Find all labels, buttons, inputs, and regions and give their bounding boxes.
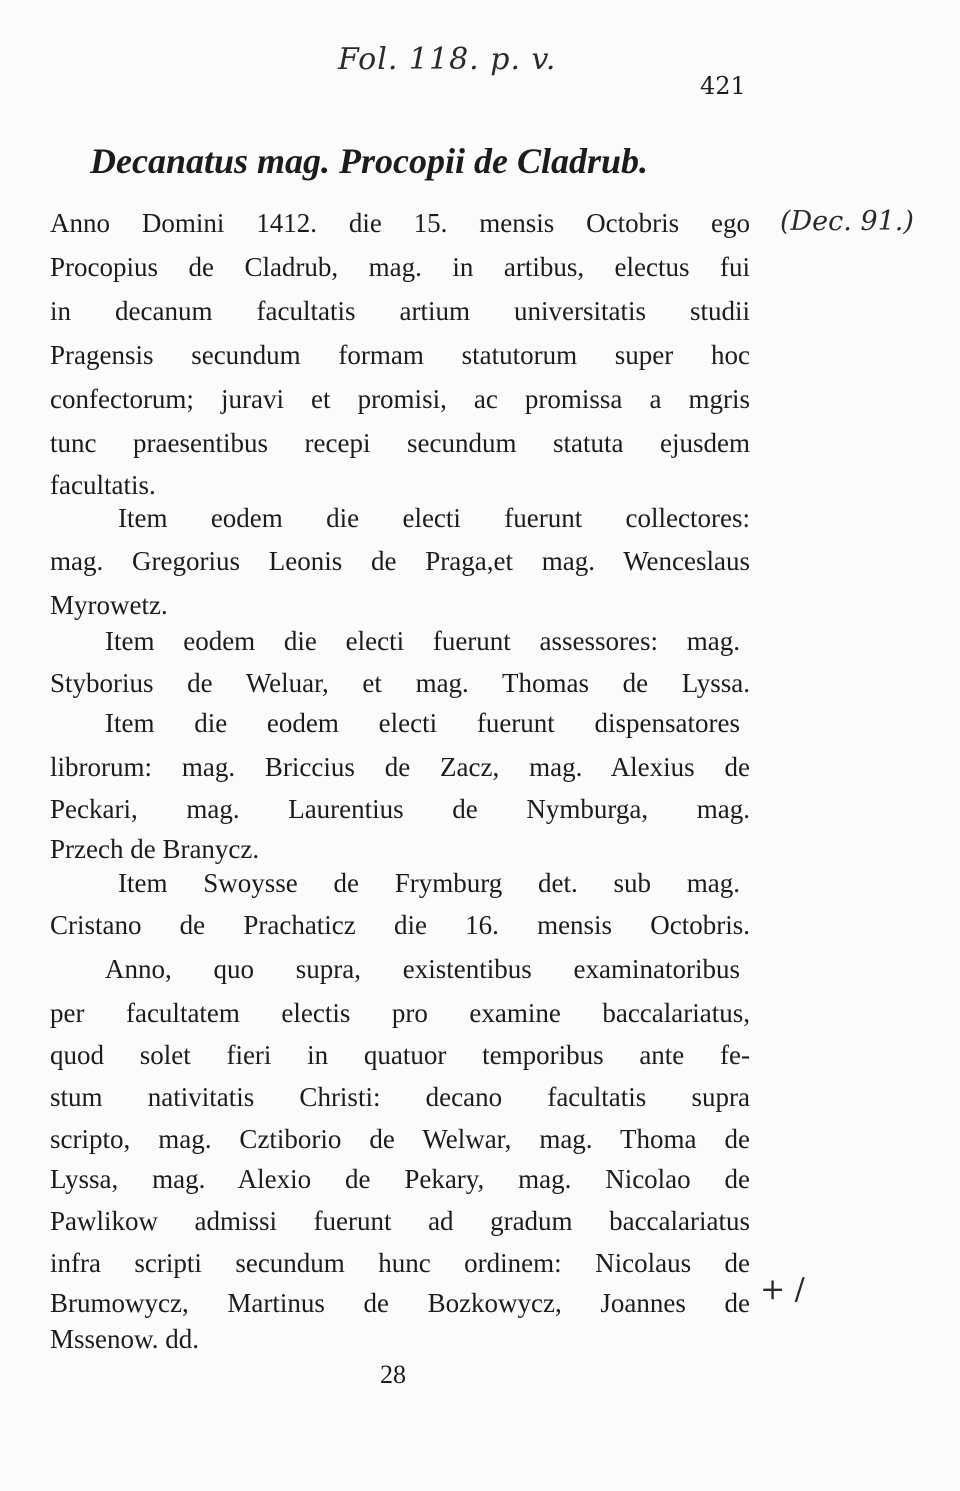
text-line: Pawlikow admissi fuerunt ad gradum baccalariatus (50, 1206, 750, 1236)
text-line: confectorum; juravi et promisi, ac promissa a mgris (50, 384, 750, 414)
text-line: Brumowycz, Martinus de Bozkowycz, Joannes de (50, 1288, 750, 1318)
text-line: scripto, mag. Cztiborio de Welwar, mag. Thoma de (50, 1124, 750, 1154)
text-line: Styborius de Weluar, et mag. Thomas de Lyssa. (50, 668, 750, 698)
text-line: Item die eodem electi fuerunt dispensatores (105, 708, 740, 738)
text-line: Item eodem die electi fuerunt collectores: (118, 503, 750, 533)
handwritten-margin-note: (Dec. 91.) (780, 206, 914, 237)
section-heading: Decanatus mag. Procopii de Cladrub. (90, 141, 649, 181)
text-line: Cristano de Prachaticz die 16. mensis Octobris. (50, 910, 750, 940)
text-line: Przech de Branycz. (50, 834, 260, 864)
text-line: quod solet fieri in quatuor temporibus ante fe- (50, 1040, 750, 1070)
text-line: infra scripti secundum hunc ordinem: Nicolaus de (50, 1248, 750, 1278)
text-line: Peckari, mag. Laurentius de Nymburga, mag. (50, 794, 750, 824)
text-line: Procopius de Cladrub, mag. in artibus, electus fui (50, 252, 750, 282)
text-line: Anno, quo supra, existentibus examinatoribus (105, 954, 740, 984)
signature-mark: 28 (380, 1360, 406, 1389)
text-line: Lyssa, mag. Alexio de Pekary, mag. Nicolao de (50, 1164, 750, 1194)
text-line: per facultatem electis pro examine baccalariatus, (50, 998, 750, 1028)
handwritten-margin-mark: + / (760, 1272, 805, 1307)
text-line: in decanum facultatis artium universitatis studii (50, 296, 750, 326)
text-line: Mssenow. dd. (50, 1324, 200, 1354)
text-line: stum nativitatis Christi: decano facultatis supra (50, 1082, 750, 1112)
text-line: Item eodem die electi fuerunt assessores: mag. (105, 626, 740, 656)
text-line: tunc praesentibus recepi secundum statuta ejusdem (50, 428, 750, 458)
handwritten-folio-note: Fol. 118. p. v. (338, 42, 557, 77)
text-line: librorum: mag. Briccius de Zacz, mag. Alexius de (50, 752, 750, 782)
text-line: facultatis. (50, 470, 156, 500)
text-line: mag. Gregorius Leonis de Praga,et mag. Wenceslaus (50, 546, 750, 576)
text-line: Pragensis secundum formam statutorum super hoc (50, 340, 750, 370)
page-number: 421 (700, 72, 746, 100)
text-line: Myrowetz. (50, 590, 168, 620)
text-line: Item Swoysse de Frymburg det. sub mag. (118, 868, 740, 898)
text-line: Anno Domini 1412. die 15. mensis Octobris ego (50, 208, 750, 238)
